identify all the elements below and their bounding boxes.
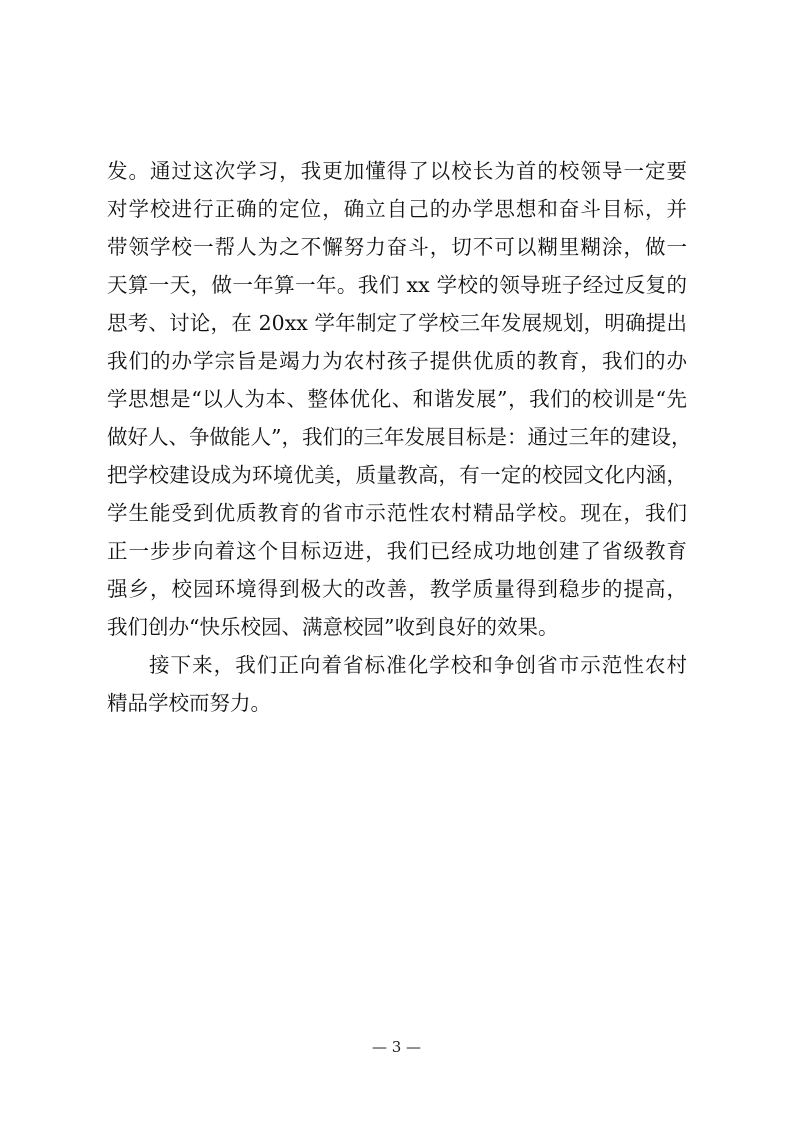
body-text-line: 做好人、争做能人”，我们的三年发展目标是：通过三年的建设， — [107, 425, 692, 449]
paragraph-first-line: 接下来，我们正向着省标准化学校和争创省市示范性农村 — [149, 653, 687, 677]
body-text-line: 我们创办“快乐校园、满意校园”收到良好的效果。 — [107, 615, 559, 639]
body-text-line: 学生能受到优质教育的省市示范性农村精品学校。现在，我们 — [107, 501, 687, 525]
body-text-line: 把学校建设成为环境优美，质量教高，有一定的校园文化内涵， — [107, 463, 687, 487]
body-text-line: 精品学校而努力。 — [107, 691, 271, 715]
body-text-line: 思考、讨论，在 20xx 学年制定了学校三年发展规划，明确提出 — [107, 311, 687, 335]
page-number: — 3 — — [371, 1038, 422, 1056]
body-text-line: 强乡，校园环境得到极大的改善，教学质量得到稳步的提高， — [107, 577, 687, 601]
body-text-line: 天算一天，做一年算一年。我们 xx 学校的领导班子经过反复的 — [107, 273, 687, 297]
body-text-line: 发。通过这次学习，我更加懂得了以校长为首的校领导一定要 — [107, 159, 687, 183]
body-text-line: 带领学校一帮人为之不懈努力奋斗，切不可以糊里糊涂，做一 — [107, 235, 687, 259]
body-text-line: 对学校进行正确的定位，确立自己的办学思想和奋斗目标，并 — [107, 197, 687, 221]
body-text-line: 正一步步向着这个目标迈进，我们已经成功地创建了省级教育 — [107, 539, 687, 563]
body-text-line: 我们的办学宗旨是竭力为农村孩子提供优质的教育，我们的办 — [107, 349, 687, 373]
body-text-line: 学思想是“以人为本、整体优化、和谐发展”，我们的校训是“先 — [107, 387, 687, 411]
